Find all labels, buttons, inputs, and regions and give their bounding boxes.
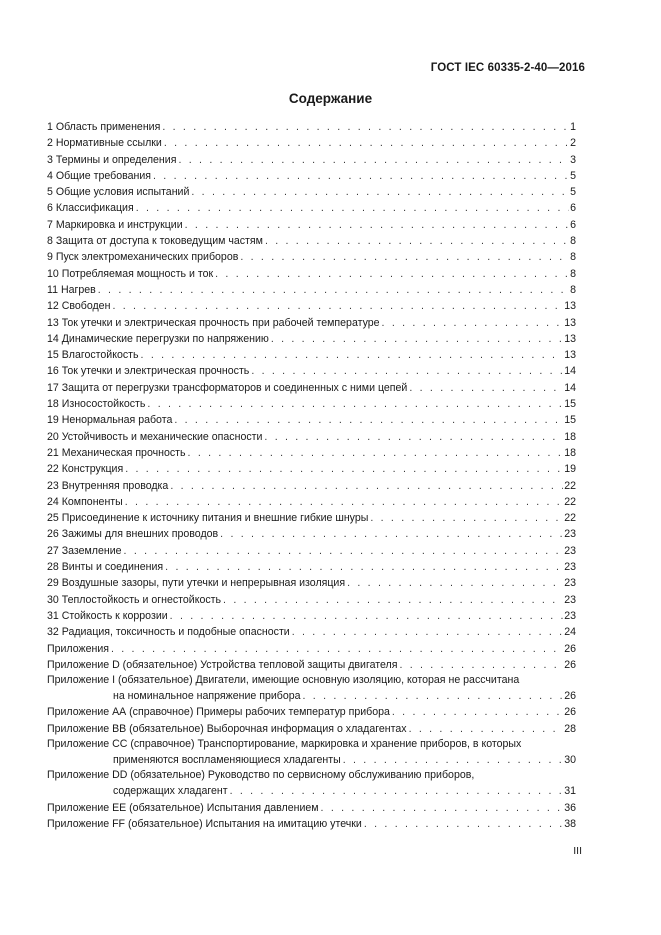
toc-entry[interactable]: [47, 380, 576, 396]
toc-entry-label: 15 Влагостойкость: [47, 349, 139, 362]
leader-dots: [215, 266, 569, 282]
toc-entry-page: 22: [564, 512, 576, 525]
toc-entry[interactable]: [47, 249, 576, 265]
toc-entry[interactable]: [47, 641, 576, 657]
toc-entry-label: 32 Радиация, токсичность и подобные опасности: [47, 626, 290, 639]
toc-entries: [47, 119, 576, 673]
leader-dots: [136, 200, 569, 216]
toc-entry-annex-ff[interactable]: [47, 816, 576, 832]
leader-dots: [125, 494, 563, 510]
leader-dots: [292, 624, 563, 640]
toc-entry[interactable]: [47, 363, 576, 379]
toc-entry-page: 23: [564, 561, 576, 574]
leader-dots: [178, 152, 569, 168]
toc-entry-page: 38: [564, 817, 576, 830]
toc-entry-page: 23: [564, 609, 576, 622]
toc-entry-label: 13 Ток утечки и электрическая прочность при рабочей температуре: [47, 316, 380, 329]
toc-entry[interactable]: [47, 168, 576, 184]
toc-entry-label: 6 Классификация: [47, 202, 134, 215]
leader-dots: [303, 688, 564, 704]
toc-entry-page: 23: [564, 528, 576, 541]
toc-entry-page: 13: [564, 332, 576, 345]
toc-entry[interactable]: [47, 282, 576, 298]
toc-entry-annex-bb[interactable]: [47, 721, 576, 737]
toc-entry[interactable]: [47, 478, 576, 494]
leader-dots: [382, 315, 564, 331]
toc-entry-label: 10 Потребляемая мощность и ток: [47, 267, 214, 280]
leader-dots: [141, 347, 564, 363]
page-number: III: [573, 845, 582, 857]
toc-entry[interactable]: [47, 608, 576, 624]
toc-entry-page: 13: [564, 300, 576, 313]
toc-entry-page: 19: [564, 463, 576, 476]
toc-entry-page: 24: [564, 626, 576, 639]
toc-entry-page: 18: [564, 446, 576, 459]
toc-entry-label: 23 Внутренняя проводка: [47, 479, 169, 492]
leader-dots: [265, 233, 569, 249]
toc-entry-label: 25 Присоединение к источнику питания и внешние гибкие шнуры: [47, 512, 369, 525]
toc-entry-label: Приложение АА (справочное) Примеры рабочих температур прибора: [47, 706, 390, 719]
leader-dots: [98, 282, 569, 298]
leader-dots: [165, 559, 563, 575]
toc-entry-page: 8: [570, 267, 576, 280]
toc-entry-page: 26: [564, 642, 576, 655]
toc-entry-page: 26: [564, 706, 576, 719]
toc-entry-label: 3 Термины и определения: [47, 153, 177, 166]
toc-entry-label: 18 Износостойкость: [47, 398, 146, 411]
toc-title: Содержание: [288, 91, 373, 106]
toc-entry-label: 29 Воздушные зазоры, пути утечки и непрерывная изоляция: [47, 577, 346, 590]
toc-entry-page: 8: [570, 251, 576, 264]
leader-dots: [185, 217, 569, 233]
leader-dots: [409, 380, 563, 396]
toc-entry[interactable]: [47, 217, 576, 233]
toc-entry-page: 14: [564, 381, 576, 394]
toc-entry-page: 23: [564, 577, 576, 590]
document-code: ГОСТ IEC 60335-2-40—2016: [430, 62, 585, 74]
toc-entry-label: Приложение ВВ (обязательное) Выборочная информация о хладагентах: [47, 722, 407, 735]
toc-entry[interactable]: [47, 526, 576, 542]
toc-entry-label: 19 Ненормальная работа: [47, 414, 173, 427]
leader-dots: [112, 298, 563, 314]
toc-entry-label: 30 Теплостойкость и огнестойкость: [47, 593, 222, 606]
toc-entry-page: 1: [570, 121, 576, 133]
toc-entry[interactable]: [47, 347, 576, 363]
leader-dots: [251, 363, 563, 379]
toc-entry-label: Приложение ЕЕ (обязательное) Испытания давлением: [47, 801, 319, 814]
toc-entry[interactable]: [47, 152, 576, 168]
leader-dots: [153, 168, 569, 184]
toc-entry-label: 27 Заземление: [47, 544, 122, 557]
toc-entry-label: 20 Устойчивость и механические опасности: [47, 430, 263, 443]
toc-entry[interactable]: [47, 331, 576, 347]
toc-entry-page: 13: [564, 316, 576, 329]
toc-entry[interactable]: [47, 657, 576, 673]
toc-entry[interactable]: [47, 624, 576, 640]
toc-entry-page: 23: [564, 544, 576, 557]
toc-entry-label-continued: применяются воспламеняющиеся хладагенты: [113, 753, 341, 766]
leader-dots: [271, 331, 563, 347]
toc-entry-annex-cc[interactable]: [47, 737, 576, 768]
leader-dots: [364, 816, 563, 832]
toc-entry-label: 31 Стойкость к коррозии: [47, 609, 168, 622]
toc-entry-page: 5: [570, 169, 576, 182]
toc-entry-label: 12 Свободен: [47, 300, 111, 313]
toc-entry-label: 22 Конструкция: [47, 463, 124, 476]
leader-dots: [188, 445, 564, 461]
toc-entry-label-continued: содержащих хладагент: [113, 785, 228, 798]
leader-dots: [174, 412, 563, 428]
leader-dots: [125, 461, 563, 477]
toc-entry-label: 2 Нормативные ссылки: [47, 137, 162, 150]
leader-dots: [223, 592, 563, 608]
toc-entry-page: 15: [564, 398, 576, 411]
leader-dots: [264, 429, 563, 445]
toc-entry-label: Приложение D (обязательное) Устройства тепловой защиты двигателя: [47, 658, 398, 671]
toc-entry-annex-i[interactable]: [47, 673, 576, 704]
toc-entry-page: 18: [564, 430, 576, 443]
toc-entry-label: 24 Компоненты: [47, 495, 123, 508]
toc-entry-label: 14 Динамические перегрузки по напряжению: [47, 332, 269, 345]
toc-entry-page: 8: [570, 283, 576, 296]
toc-entry-page: 14: [564, 365, 576, 378]
table-of-contents: [47, 119, 576, 832]
leader-dots: [230, 783, 564, 799]
toc-entry[interactable]: [47, 510, 576, 526]
toc-entry[interactable]: [47, 184, 576, 200]
toc-entry-page: 6: [570, 202, 576, 215]
toc-entry-label: Приложения: [47, 642, 109, 655]
toc-entry-label: 4 Общие требования: [47, 169, 151, 182]
toc-entry[interactable]: [47, 445, 576, 461]
toc-entry[interactable]: [47, 559, 576, 575]
toc-entry-label: 5 Общие условия испытаний: [47, 186, 190, 199]
toc-entry-page: 2: [570, 137, 576, 150]
toc-entry-label: 8 Защита от доступа к токоведущим частям: [47, 235, 263, 248]
leader-dots: [347, 575, 563, 591]
toc-entry-page: 3: [570, 153, 576, 166]
toc-entry[interactable]: [47, 494, 576, 510]
toc-entry[interactable]: [47, 575, 576, 591]
toc-entry-page: 5: [570, 186, 576, 199]
leader-dots: [240, 249, 569, 265]
toc-entry-label: 26 Зажимы для внешних проводов: [47, 528, 219, 541]
toc-entry-label: 21 Механическая прочность: [47, 446, 186, 459]
toc-entry-label: 28 Винты и соединения: [47, 561, 164, 574]
toc-entry[interactable]: [47, 200, 576, 216]
leader-dots: [170, 608, 564, 624]
toc-entry[interactable]: [47, 543, 576, 559]
leader-dots: [321, 800, 564, 816]
toc-entry-label: 7 Маркировка и инструкции: [47, 218, 183, 231]
toc-entry[interactable]: [47, 592, 576, 608]
toc-entry-label: 11 Нагрев: [47, 283, 96, 296]
toc-entry-page: 28: [564, 722, 576, 735]
toc-entry[interactable]: [47, 266, 576, 282]
toc-entry-page: 26: [564, 658, 576, 671]
leader-dots: [124, 543, 564, 559]
toc-entry-label: 9 Пуск электромеханических приборов: [47, 251, 239, 264]
leader-dots: [220, 526, 563, 542]
leader-dots: [343, 752, 563, 768]
toc-entry-label-continued: на номинальное напряжение прибора: [113, 690, 301, 703]
toc-entry-label: 1 Область применения: [47, 121, 161, 133]
toc-entry[interactable]: [47, 233, 576, 249]
toc-entry[interactable]: [47, 429, 576, 445]
leader-dots: [191, 184, 569, 200]
toc-entry-page: 23: [564, 593, 576, 606]
leader-dots: [164, 135, 569, 151]
toc-entry-page: 30: [564, 753, 576, 766]
toc-entry-label: Приложение DD (обязательное) Руководство по сервисному обслуживанию приборов,: [47, 769, 475, 782]
toc-entry-page: 36: [564, 801, 576, 814]
toc-entry-label: Приложение FF (обязательное) Испытания на имитацию утечки: [47, 817, 362, 830]
toc-entry[interactable]: [47, 298, 576, 314]
leader-dots: [147, 396, 563, 412]
toc-entry[interactable]: [47, 135, 576, 151]
toc-entry-label: Приложение СС (справочное) Транспортирование, маркировка и хранение приборов, в которых: [47, 737, 522, 750]
leader-dots: [399, 657, 563, 673]
toc-entry-annex-ee[interactable]: [47, 800, 576, 816]
leader-dots: [370, 510, 563, 526]
toc-entry-label: 17 Защита от перегрузки трансформаторов и соединенных с ними цепей: [47, 381, 408, 394]
toc-entry-page: 31: [564, 785, 576, 798]
leader-dots: [162, 119, 569, 135]
toc-entry-page: 26: [564, 690, 576, 703]
toc-entry-page: 13: [564, 349, 576, 362]
toc-entry-label: Приложение I (обязательное) Двигатели, имеющие основную изоляцию, которая не рассчитана: [47, 674, 520, 687]
toc-entry-page: 8: [570, 235, 576, 248]
toc-entry-annex-dd[interactable]: [47, 768, 576, 799]
leader-dots: [111, 641, 563, 657]
toc-entry[interactable]: [47, 119, 576, 135]
leader-dots: [170, 478, 563, 494]
toc-entry-page: 22: [564, 495, 576, 508]
leader-dots: [409, 721, 564, 737]
toc-entry-annex-aa[interactable]: [47, 704, 576, 720]
toc-entry[interactable]: [47, 412, 576, 428]
toc-entry-label: 16 Ток утечки и электрическая прочность: [47, 365, 250, 378]
toc-entry-page: 6: [570, 218, 576, 231]
toc-entry[interactable]: [47, 396, 576, 412]
toc-entry-page: 22: [564, 479, 576, 492]
toc-entry[interactable]: [47, 315, 576, 331]
toc-entry-page: 15: [564, 414, 576, 427]
leader-dots: [392, 704, 563, 720]
toc-entry[interactable]: [47, 461, 576, 477]
